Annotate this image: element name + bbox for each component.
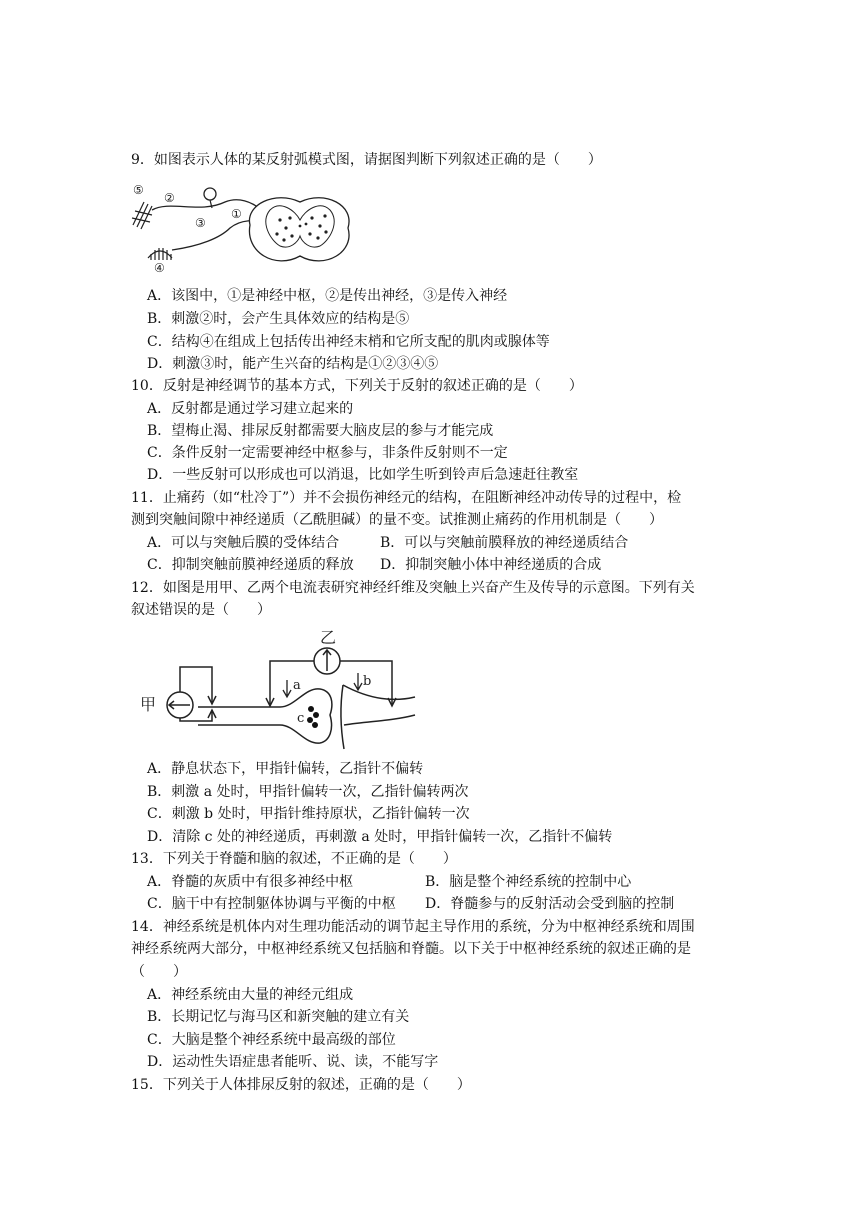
q11-stem-line-1: 11．止痛药（如“杜冷丁”）并不会损伤神经元的结构，在阻断神经冲动传导的过程中，检 bbox=[131, 490, 682, 506]
q9-option-b: B．刺激②时，会产生具体效应的结构是⑤ bbox=[147, 311, 410, 327]
effector-5-icon bbox=[132, 202, 152, 229]
q10-option-d: D．一些反射可以形成也可以消退，比如学生听到铃声后急速赶往教室 bbox=[147, 467, 579, 483]
vesicles-icon bbox=[307, 706, 319, 728]
q14-stem-line-3: （ ） bbox=[131, 964, 187, 980]
label-4: ④ bbox=[154, 261, 165, 275]
q13-option-b: B．脑是整个神经系统的控制中心 bbox=[425, 874, 632, 890]
label-2: ② bbox=[164, 191, 175, 205]
reflex-arc-figure bbox=[130, 180, 355, 280]
label-5: ⑤ bbox=[133, 183, 144, 197]
q11-stem-line-2: 测到突触间隙中神经递质（乙酰胆碱）的量不变。试推测止痛药的作用机制是（ ） bbox=[131, 512, 663, 528]
q9-option-a: A．该图中，①是神经中枢，②是传出神经，③是传入神经 bbox=[147, 288, 508, 304]
q12-option-b: B．刺激 a 处时，甲指针偏转一次，乙指针偏转两次 bbox=[147, 784, 469, 800]
label-yi: 乙 bbox=[320, 628, 337, 647]
q13-stem: 13．下列关于脊髓和脑的叙述，不正确的是（ ） bbox=[131, 851, 457, 867]
q13-option-a: A．脊髓的灰质中有很多神经中枢 bbox=[147, 874, 354, 890]
q14-option-d: D．运动性失语症患者能听、说、读，不能写字 bbox=[147, 1054, 439, 1070]
q14-stem-line-2: 神经系统两大部分，中枢神经系统又包括脑和脊髓。以下关于中枢神经系统的叙述正确的是 bbox=[131, 941, 691, 957]
q9-option-d: D．刺激③时，能产生兴奋的结构是①②③④⑤ bbox=[147, 356, 439, 372]
label-b: b bbox=[363, 674, 372, 689]
q12-stem-line-2: 叙述错误的是（ ） bbox=[131, 602, 271, 618]
q13-option-d: D．脊髓参与的反射活动会受到脑的控制 bbox=[425, 896, 675, 912]
label-3: ③ bbox=[195, 216, 206, 230]
q11-options-row-2 bbox=[147, 555, 602, 575]
q10-option-a: A．反射都是通过学习建立起来的 bbox=[147, 401, 354, 417]
q13-option-c: C．脑干中有控制躯体协调与平衡的中枢 bbox=[147, 896, 396, 912]
q10-option-b: B．望梅止渴、排尿反射都需要大脑皮层的参与才能完成 bbox=[147, 423, 494, 439]
q12-option-a: A．静息状态下，甲指针偏转，乙指针不偏转 bbox=[147, 761, 424, 777]
receptor-4-icon bbox=[148, 248, 172, 260]
q12-option-c: C．刺激 b 处时，甲指针维持原状，乙指针偏转一次 bbox=[147, 806, 470, 822]
q14-stem-line-1: 14．神经系统是机体内对生理功能活动的调节起主导作用的系统，分为中枢神经系统和周围 bbox=[131, 919, 695, 935]
q14-option-b: B．长期记忆与海马区和新突触的建立有关 bbox=[147, 1009, 410, 1025]
q11-option-c: C．抑制突触前膜神经递质的释放 bbox=[147, 557, 354, 573]
ammeter-synapse-figure bbox=[130, 625, 430, 755]
q9-stem: 9．如图表示人体的某反射弧模式图，请据图判断下列叙述正确的是（ ） bbox=[131, 152, 602, 168]
q9-option-c: C．结构④在组成上包括传出神经末梢和它所支配的肌肉或腺体等 bbox=[147, 334, 550, 350]
q11-option-a: A．可以与突触后膜的受体结合 bbox=[147, 535, 340, 551]
label-jia: 甲 bbox=[140, 695, 157, 714]
q14-option-a: A．神经系统由大量的神经元组成 bbox=[147, 987, 354, 1003]
q12-stem-line-1: 12．如图是用甲、乙两个电流表研究神经纤维及突触上兴奋产生及传导的示意图。下列有关 bbox=[131, 580, 695, 596]
q13-options-row-1 bbox=[147, 872, 632, 892]
label-c: c bbox=[297, 711, 305, 726]
q11-option-b: B．可以与突触前膜释放的神经递质结合 bbox=[380, 535, 629, 551]
q15-stem: 15．下列关于人体排尿反射的叙述，正确的是（ ） bbox=[131, 1077, 471, 1093]
q10-stem: 10．反射是神经调节的基本方式，下列关于反射的叙述正确的是（ ） bbox=[131, 378, 583, 394]
q12-option-d: D．清除 c 处的神经递质，再刺激 a 处时，甲指针偏转一次，乙指针不偏转 bbox=[147, 829, 613, 845]
q14-option-c: C．大脑是整个神经系统中最高级的部位 bbox=[147, 1032, 396, 1048]
q10-option-c: C．条件反射一定需要神经中枢参与，非条件反射则不一定 bbox=[147, 445, 508, 461]
label-1: ① bbox=[231, 207, 242, 221]
label-a: a bbox=[293, 678, 301, 693]
q11-options-row-1 bbox=[147, 533, 629, 553]
q13-options-row-2 bbox=[147, 894, 675, 914]
q11-option-d: D．抑制突触小体中神经递质的合成 bbox=[380, 557, 602, 573]
